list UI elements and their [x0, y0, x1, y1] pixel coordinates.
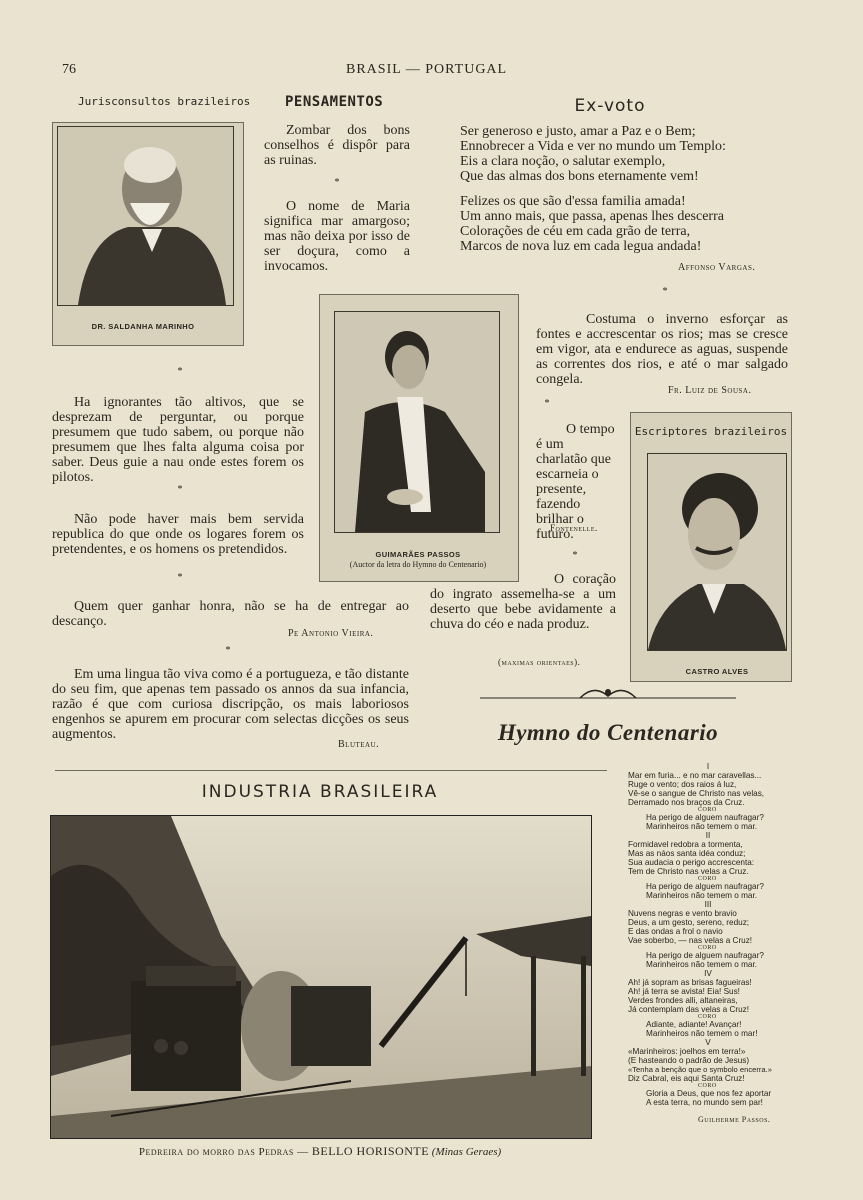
stanza-number: II — [705, 831, 711, 840]
photo-pedreira — [50, 815, 592, 1139]
quote-inverno-author: Fr. Luiz de Sousa. — [668, 385, 752, 396]
hymn-line: Ah! já terra se avista! Eia! Sus! — [628, 987, 740, 996]
hymn-line: Diz Cabral, eis aqui Santa Cruz! — [628, 1074, 745, 1083]
pensamento-1: Zombar dos bons conselhos é dispôr para as ruinas. — [264, 123, 410, 168]
separator: * — [177, 572, 183, 583]
coro-label: CORO — [698, 876, 717, 882]
coro-line: Ha perigo de alguem naufragar? — [646, 882, 764, 891]
separator: * — [177, 366, 183, 377]
quote-tempo-author: Fontenelle. — [550, 523, 598, 533]
quote-republica: Não pode haver mais bem servida republica do que onde os logares forem os pretendentes, e os homens os pretendidos. — [52, 512, 304, 557]
hymn-line: E das ondas a frol o navio — [628, 927, 723, 936]
stanza-number: III — [704, 900, 712, 909]
hymn-line: (E hasteando o padrão de Jesus) — [628, 1056, 750, 1065]
stanza-number: I — [706, 762, 710, 771]
portrait-guimaraes-passos — [334, 311, 500, 533]
page-number: 76 — [62, 62, 76, 77]
portrait-frame — [52, 122, 244, 346]
verse-line: Colorações de céu em cada grão de terra, — [460, 224, 691, 239]
photo-caption-city: BELLO HORISONTE — [311, 1144, 430, 1158]
industria-frame — [55, 770, 607, 772]
separator: * — [572, 550, 578, 561]
hymn-line: Derramado nos braços da Cruz. — [628, 798, 745, 807]
verse-line: Que das almas dos bons eternamente vem! — [460, 169, 699, 184]
hymn-line: «Tenha a benção que o symbolo encerra.» — [628, 1065, 772, 1074]
verse-line: Ser generoso e justo, amar a Paz e o Bem; — [460, 124, 696, 139]
separator: * — [177, 484, 183, 495]
coro-line: Adiante, adiante! Avançar! — [646, 1020, 742, 1029]
hymn-line: Nuvens negras e vento bravio — [628, 909, 737, 918]
hymno-author: Guilherme Passos. — [698, 1115, 771, 1124]
portrait-caption: DR. SALDANHA MARINHO — [91, 322, 195, 331]
hymno-title: Hymno do Centenario — [497, 720, 719, 745]
coro-label: CORO — [698, 1083, 717, 1089]
coro-line: Marinheiros não temem o mar. — [646, 960, 758, 969]
hymn-line: «Marinheiros: joelhos em terra!» — [628, 1047, 746, 1056]
ornament-divider — [480, 682, 736, 706]
exvoto-heading: Ex-voto — [574, 96, 646, 116]
coro-line: Ha perigo de alguem naufragar? — [646, 813, 764, 822]
exvoto-poem — [460, 124, 780, 254]
portrait-heading: Escriptores brazileiros — [634, 425, 788, 438]
coro-line: A esta terra, no mundo sem par! — [646, 1098, 763, 1107]
coro-line: Marinheiros não temem o mar. — [646, 822, 758, 831]
quote-inverno: Costuma o inverno esforçar as fontes e accrescentar os rios; mas se cresce em vigor, ata e endurece as aguas, suspende as correntes dos rios, e até o mar salgado congela. — [536, 312, 788, 387]
portrait-subcaption: (Auctor da letra do Hymno do Centenario) — [349, 560, 487, 569]
separator: * — [225, 645, 231, 656]
coro-line: Gloria a Deus, que nos fez aportar — [646, 1089, 772, 1098]
portrait-frame — [319, 294, 519, 582]
hymn-line: Deus, a um gesto, sereno, reduz; — [628, 918, 750, 927]
verse-line: Ennobrecer a Vida e ver no mundo um Templo: — [460, 139, 726, 154]
hymn-line: Vê-se o sangue de Christo nas velas, — [628, 789, 765, 798]
quote-honra-author: Pe Antonio Vieira. — [288, 628, 374, 639]
hymno-body — [628, 762, 788, 1124]
hymn-line: Ruge o vento; dos raios á luz, — [628, 780, 737, 789]
portrait-heading: Jurisconsultos brazileiros — [78, 95, 251, 108]
quote-lingua: Em uma lingua tão viva como é a portugueza, e tão distante do seu fim, que apenas tem passado os annos da sua infancia, razão é que com curiosa discripção, os mais laboriosos engenhos se apurem em procurar com selectas dicções os seus augmentos. — [52, 667, 409, 742]
running-title: BRASIL — PORTUGAL — [346, 62, 508, 77]
verse-line: Marcos de nova luz em cada legua andada! — [460, 239, 702, 254]
coro-line: Marinheiros não temem o mar. — [646, 891, 758, 900]
photo-caption-state: (Minas Geraes) — [429, 1146, 502, 1158]
hymn-line: Ah! já sopram as brisas fagueiras! — [628, 978, 752, 987]
verse-line: Felizes os que são d'essa familia amada! — [460, 194, 686, 209]
photo-caption — [50, 1144, 590, 1159]
portrait-saldanha-marinho — [57, 126, 234, 306]
quote-honra: Quem quer ganhar honra, não se ha de entregar ao descanço. — [52, 599, 409, 629]
photo-caption-place: Pedreira do morro das Pedras — — [138, 1146, 312, 1158]
quote-lingua-author: Bluteau. — [338, 739, 380, 750]
separator: * — [334, 177, 340, 188]
stanza-number: IV — [704, 969, 712, 978]
hymn-line: Verdes frondes alli, altaneiras, — [628, 996, 738, 1005]
coro-label: CORO — [698, 807, 717, 813]
portrait-frame — [630, 412, 792, 682]
portrait-caption: CASTRO ALVES — [685, 667, 749, 676]
separator: * — [662, 286, 668, 297]
industria-heading: INDUSTRIA BRASILEIRA — [201, 782, 439, 802]
quote-coracao: O coração do ingrato assemelha-se a um deserto que bebe avidamente a chuva do céo e nada produz. — [430, 572, 616, 632]
hymn-line: Vae soberbo, — nas velas a Cruz! — [628, 936, 753, 945]
coro-line: Ha perigo de alguem naufragar? — [646, 951, 764, 960]
separator: * — [544, 398, 550, 409]
exvoto-author: Affonso Vargas. — [678, 262, 756, 273]
coro-line: Marinheiros não temem o mar! — [646, 1029, 758, 1038]
pensamento-2: O nome de Maria significa mar amargoso; mas não deixa por isso de ser doçura, como a invocamos. — [264, 199, 410, 274]
hymn-line: Mas as náos santa idéa conduz; — [628, 849, 746, 858]
portrait-caption: GUIMARÃES PASSOS — [375, 550, 461, 559]
hymn-line: Mar em furia... e no mar caravellas... — [628, 771, 762, 780]
verse-line: Eis a clara noção, o salutar exemplo, — [460, 154, 666, 169]
verse-line: Um anno mais, que passa, apenas lhes descerra — [460, 209, 724, 224]
portrait-castro-alves — [647, 453, 787, 651]
pensamentos-heading: PENSAMENTOS — [285, 94, 384, 110]
hymn-line: Sua audacia o perigo accrescenta: — [628, 858, 755, 867]
coro-label: CORO — [698, 945, 717, 951]
quote-coracao-author: (maximas orientaes). — [498, 657, 581, 667]
hymn-line: Formidavel redobra a tormenta, — [628, 840, 743, 849]
coro-label: CORO — [698, 1014, 717, 1020]
hymn-line: Já contemplam das velas a Cruz! — [628, 1005, 750, 1014]
quote-tempo: O tempo é um charlatão que escarneia o presente, fazendo brilhar o futuro. — [536, 422, 615, 542]
hymn-line: Tem de Christo nas velas a Cruz. — [628, 867, 749, 876]
quote-ignorantes: Ha ignorantes tão altivos, que se desprezam de perguntar, ou porque presumem que tudo sabem, ou porque não presumem que lhes falta alguma coisa por saber. Deus guie a nau onde estes forem os pilotos. — [52, 395, 304, 485]
stanza-number: V — [705, 1038, 711, 1047]
